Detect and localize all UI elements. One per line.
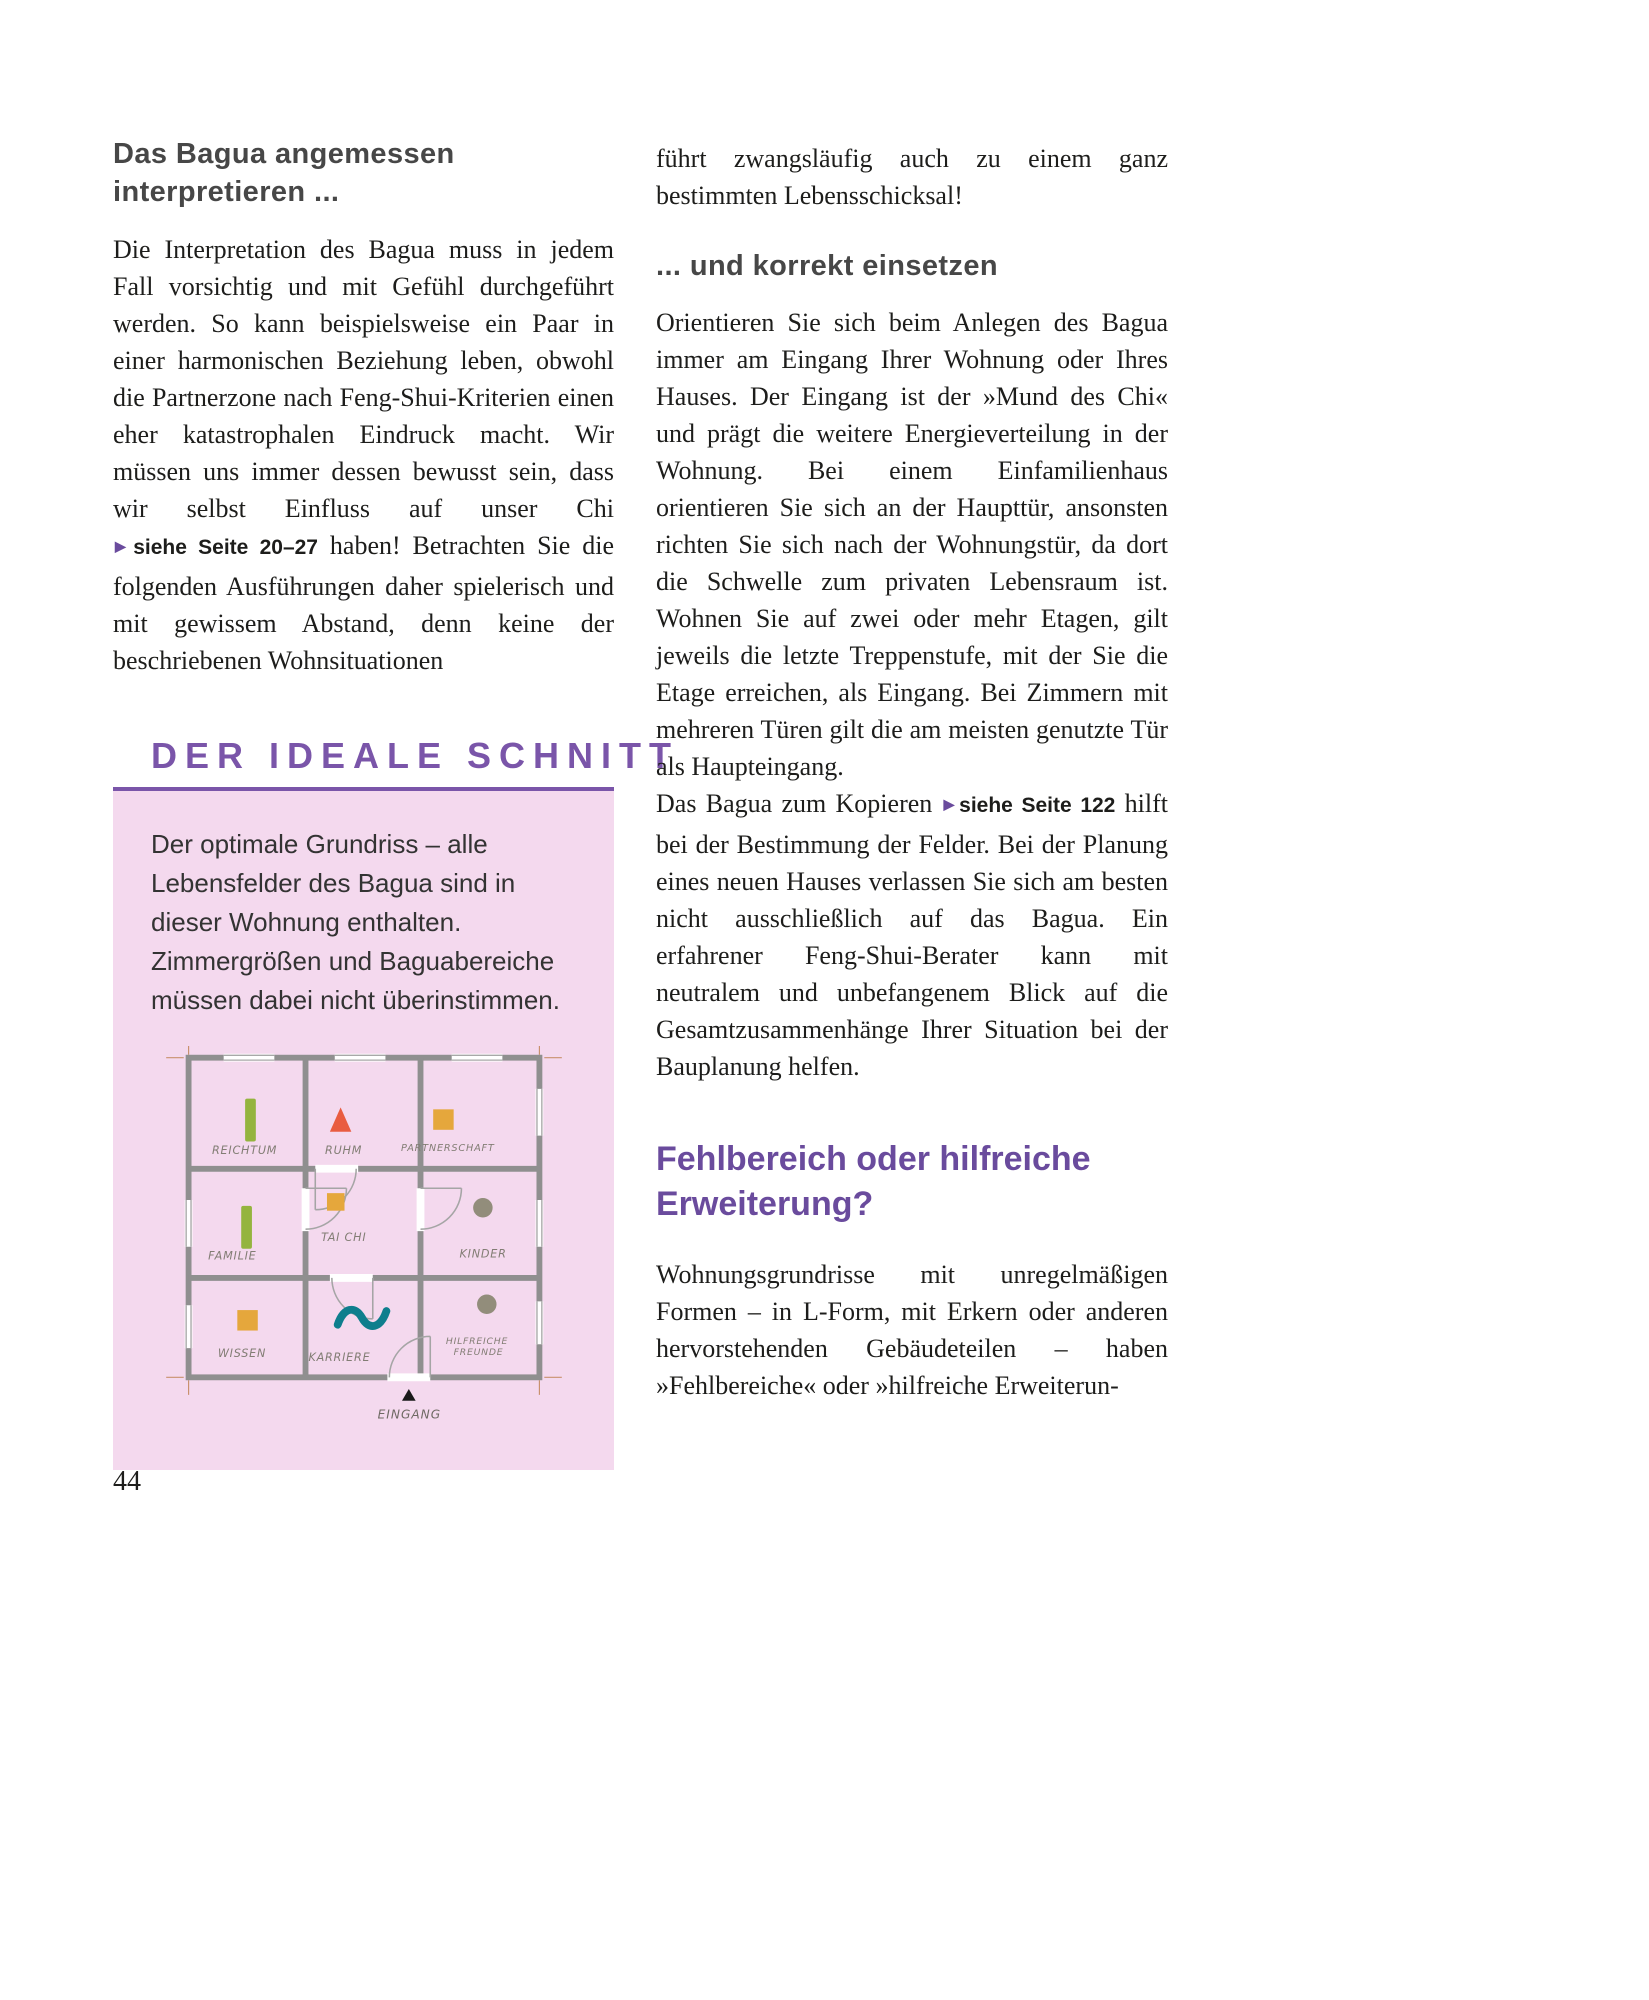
infobox (113, 787, 614, 1470)
familie-symbol (241, 1206, 252, 1249)
page-ref-arrow-icon: ▶ (943, 795, 958, 812)
ruhm-label: RUHM (324, 1144, 362, 1158)
page-number: 44 (113, 1466, 141, 1497)
infobox-title: DER IDEALE SCHNITT (151, 735, 680, 777)
karriere-symbol (337, 1310, 386, 1326)
page-reference-122 (942, 794, 1116, 817)
infobox-text: Der optimale Grundriss – alle Lebensfelder des Bagua sind in dieser Wohnung enthalten. Zimmergrößen und Baguabereiche müssen dabei nicht überinstimmen. (151, 829, 560, 1016)
left-column (113, 136, 680, 1470)
entrance-arrow-icon (402, 1389, 416, 1401)
wissen-symbol (237, 1310, 257, 1330)
paragraph-kopieren-text-1: Das Bagua zum Kopieren (656, 788, 933, 818)
paragraph-left (113, 231, 614, 679)
room-labels (208, 1144, 508, 1365)
paragraph-left-text-2: haben! Betrachten Sie die folgenden Ausführungen daher spielerisch und mit gewissem Abstand, denn keine der beschriebenen Wohnsituationen (113, 531, 614, 676)
heading-bagua-interpretieren: Das Bagua angemessen interpretieren ... (113, 138, 455, 208)
hilfreiche-symbol (477, 1295, 496, 1314)
paragraph-eingang: Orientieren Sie sich beim Anlegen des Bagua immer am Eingang Ihrer Wohnung oder Ihres Hauses. Der Eingang ist der »Mund des Chi« und prägt die weitere Energieverteilung in der Wohnung. Bei einem Einfamilienhaus orientieren Sie sich an der Haupttür, ansonsten richten Sie sich nach der Wohnungstür, da dort die Schwelle zum privaten Lebensraum ist. Wohnen Sie auf zwei oder mehr Etagen, gilt jeweils die letzte Treppenstufe, mit der Sie die Etage erreichen, als Eingang. Bei Zimmern mit mehreren Türen gilt die am meisten genutzte Tür als Haupteingang. (656, 307, 1168, 781)
page-reference-20-27-label: siehe Seite 20–27 (133, 536, 318, 560)
paragraph-fehlbereiche: Wohnungsgrundrisse mit unregelmäßigen Formen – in L-Form, mit Erkern oder anderen hervorstehenden Gebäudeteilen – haben »Fehlbereiche« oder »hilfreiche Erweiterun- (656, 1260, 1168, 1401)
page-ref-arrow-icon: ▶ (115, 538, 132, 555)
karriere-label: KARRIERE (307, 1351, 370, 1365)
paragraph-left-text-1: Die Interpretation des Bagua muss in jedem Fall vorsichtig und mit Gefühl durchgeführt werden. So kann beispielsweise ein Paar in einer harmonischen Beziehung leben, obwohl die Partnerzone nach Feng-Shui-Kriterien einen eher katastrophalen Eindruck macht. Wir müssen uns immer dessen bewusst sein, dass wir selbst Einfluss auf unser Chi (113, 235, 614, 524)
floorplan-diagram (159, 1046, 569, 1428)
heading-korrekt-einsetzen: ... und korrekt einsetzen (656, 250, 998, 282)
paragraph-kopieren (656, 785, 1168, 1085)
page-reference-122-label: siehe Seite 122 (959, 793, 1116, 817)
wissen-label: WISSEN (217, 1347, 266, 1361)
reichtum-label: REICHTUM (211, 1144, 277, 1158)
kinder-symbol (473, 1198, 492, 1217)
eingang-label: EINGANG (377, 1407, 441, 1422)
room-symbols (237, 1099, 496, 1331)
heading-fehlbereich: Fehlbereich oder hilfreiche Erweiterung? (656, 1139, 1091, 1223)
familie-label: FAMILIE (207, 1249, 257, 1263)
ruhm-symbol (329, 1108, 350, 1132)
page-reference-20-27 (113, 536, 318, 559)
infobox-section (113, 735, 680, 1470)
paragraph-kopieren-text-2: hilft bei der Bestimmung der Felder. Bei der Planung eines neuen Hauses verlassen Sie sich am besten nicht ausschließlich auf das Bagua. Ein erfahrener Feng-Shui-Berater kann mit neutralem und unbefangenem Blick auf die Gesamtzusammenhänge Ihrer Situation bei der Bauplanung helfen. (656, 788, 1168, 1081)
right-column (656, 140, 1168, 1404)
paragraph-continuation: führt zwangsläufig auch zu einem ganz bestimmten Lebensschicksal! (656, 144, 1168, 210)
partnerschaft-symbol (433, 1110, 453, 1130)
hilfreiche-label-line1: HILFREICHE (445, 1336, 508, 1348)
hilfreiche-label-line2: FREUNDE (453, 1347, 503, 1359)
kinder-label: KINDER (459, 1247, 507, 1261)
reichtum-symbol (245, 1099, 256, 1142)
taichi-symbol (326, 1194, 344, 1212)
partnerschaft-label: PARTNERSCHAFT (400, 1143, 495, 1155)
taichi-label: TAI CHI (320, 1231, 366, 1245)
